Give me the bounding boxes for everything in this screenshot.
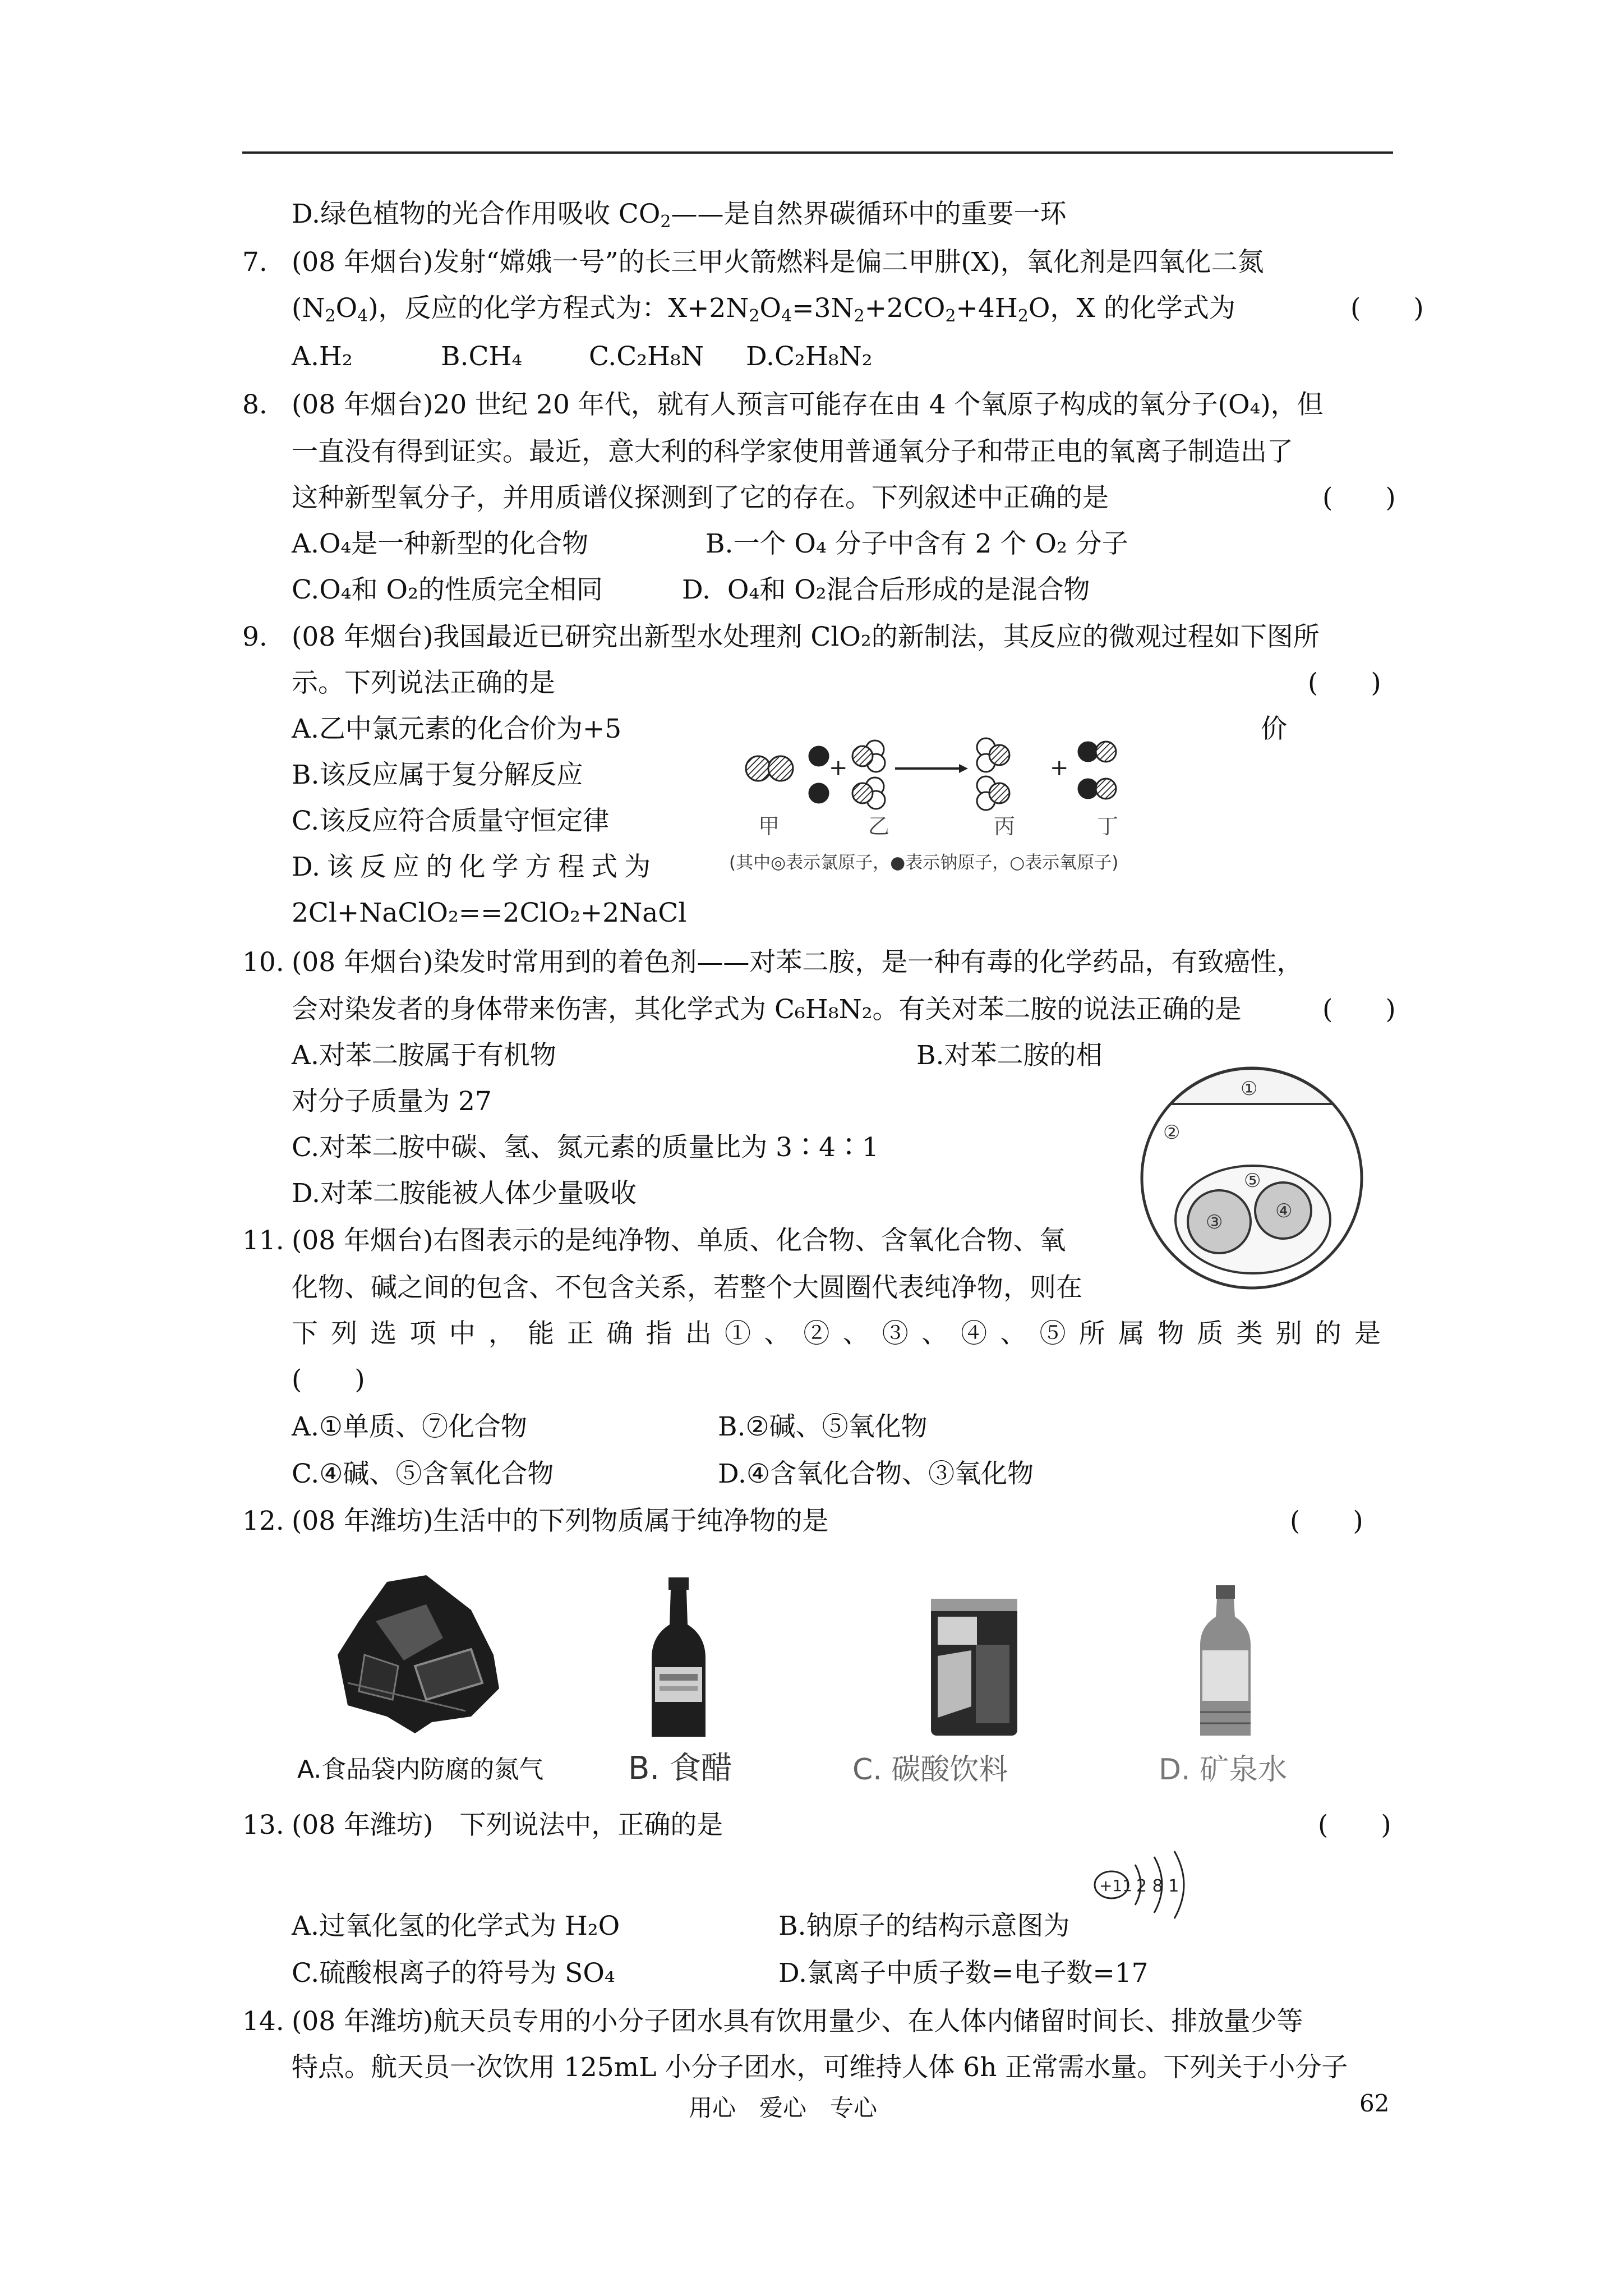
q10-answer-paren: ( ) (1322, 994, 1396, 1025)
region-5-label: ⑤ (1244, 1170, 1261, 1192)
q9-option-a: A.乙中氯元素的化合价为+5 (292, 714, 622, 744)
q14-line1: (08 年潍坊)航天员专用的小分子团水具有饮用量少、在人体内储留时间长、排放量少等 (292, 2006, 1303, 2037)
region-1-label: ① (1241, 1078, 1258, 1100)
q7-line2: $(N_2O_4)$，反应的化学方程式为：$X+2N_2O_4=3N_2+2CO_2+4H_2O$，X 的化学式为 (292, 293, 1235, 326)
vinegar-bottle-image (645, 1574, 712, 1742)
figure-legend: (其中◎表示氯原子，●表示钠原子，○表示氧原子) (729, 853, 1119, 873)
nitrogen-bag-image (331, 1571, 516, 1739)
q8-line3: 这种新型氧分子，并用质谱仪探测到了它的存在。下列叙述中正确的是 (292, 482, 1109, 513)
q11-option-a: A.①单质、⑦化合物 (292, 1411, 528, 1442)
reaction-arrow (895, 764, 968, 773)
reaction-diagram (729, 724, 1223, 892)
region-3-label: ③ (1206, 1211, 1223, 1234)
q9-option-d-equation: 2Cl+NaClO₂==2ClO₂+2NaCl (292, 898, 687, 928)
q10-option-b: B.对苯二胺的相 (916, 1040, 1103, 1071)
q8-option-c: C.O₄和 O₂的性质完全相同 (292, 574, 603, 605)
plus-sign: + (829, 755, 848, 781)
sodium-atom-diagram (1092, 1848, 1199, 1921)
q13-option-d: D.氯离子中质子数=电子数=17 (778, 1958, 1149, 1989)
label-ding: 丁 (1097, 814, 1119, 839)
soda-can-image (926, 1594, 1022, 1740)
q9-line2: 示。下列说法正确的是 (292, 668, 555, 698)
q8-option-d: D. O₄和 O₂混合后形成的是混合物 (682, 574, 1090, 605)
q11-line3: 下列选项中，能正确指出①、②、③、④、⑤所属物质类别的是 (292, 1318, 1381, 1349)
q9-number: 9. (242, 622, 268, 652)
footer-motto: 用心 爱心 专心 (689, 2094, 878, 2122)
q7-answer-paren: ( ) (1350, 293, 1424, 324)
q11-option-d: D.④含氧化合物、③氧化物 (718, 1458, 1034, 1489)
q9-option-a-tail: 价 (1261, 714, 1287, 744)
q12-caption-a: A.食品袋内防腐的氮气 (297, 1755, 544, 1784)
region-4-label: ④ (1275, 1200, 1293, 1222)
q13-number: 13. (242, 1810, 284, 1841)
q13-option-c: C.硫酸根离子的符号为 SO₄ (292, 1958, 615, 1989)
label-jia: 甲 (758, 814, 780, 839)
q11-answer-paren: ( ) (292, 1364, 365, 1395)
q8-answer-paren: ( ) (1322, 482, 1396, 513)
atom-shell-electrons: 2 8 1 (1136, 1876, 1179, 1896)
page-number: 62 (1359, 2090, 1390, 2117)
mineral-water-bottle-image (1195, 1583, 1256, 1740)
label-yi: 乙 (868, 814, 890, 839)
q9-option-b: B.该反应属于复分解反应 (292, 760, 583, 790)
q8-number: 8. (242, 389, 268, 420)
q13-line1: (08 年潍坊) 下列说法中，正确的是 (292, 1810, 723, 1841)
q6-option-d: D.绿色植物的光合作用吸收 $CO_2——$是自然界碳循环中的重要一环 (292, 199, 1067, 232)
q11-line2: 化物、碱之间的包含、不包含关系，若整个大圆圈代表纯净物，则在 (292, 1272, 1082, 1303)
q7-number: 7. (242, 247, 268, 278)
q11-number: 11. (242, 1225, 284, 1256)
q14-line2: 特点。航天员一次饮用 125mL 小分子团水，可维持人体 6h 正常需水量。下列关于小分子 (292, 2052, 1348, 2083)
q12-line1: (08 年潍坊)生活中的下列物质属于纯净物的是 (292, 1506, 829, 1536)
q13-option-b: B.钠原子的结构示意图为 (778, 1911, 1070, 1941)
classification-diagram (1134, 1060, 1370, 1296)
region-2-label: ② (1163, 1121, 1181, 1144)
label-bing: 丙 (994, 814, 1016, 839)
header-rule (242, 151, 1393, 154)
q11-line1: (08 年烟台)右图表示的是纯净物、单质、化合物、含氧化合物、氧 (292, 1225, 1066, 1256)
q9-option-c: C.该反应符合质量守恒定律 (292, 806, 610, 836)
q8-line2: 一直没有得到证实。最近，意大利的科学家使用普通氧分子和带正电的氧离子制造出了 (292, 436, 1293, 467)
q12-answer-paren: ( ) (1290, 1506, 1363, 1536)
q8-option-b: B.一个 O₄ 分子中含有 2 个 O₂ 分子 (706, 528, 1128, 559)
atom-nucleus-label: +11 (1099, 1876, 1133, 1895)
q10-option-b-cont: 对分子质量为 27 (292, 1086, 492, 1117)
molecule-jia (746, 756, 793, 781)
q9-option-d: D.该反应的化学方程式为 (292, 852, 651, 882)
q14-number: 14. (242, 2006, 284, 2037)
q8-line1: (08 年烟台)20 世纪 20 年代，就有人预言可能存在由 4 个氧原子构成的氧分子(O₄)，但 (292, 389, 1324, 420)
q7-option-d: D.C₂H₈N₂ (746, 341, 873, 372)
q10-line1: (08 年烟台)染发时常用到的着色剂——对苯二胺，是一种有毒的化学药品，有致癌性， (292, 947, 1303, 978)
q13-option-a: A.过氧化氢的化学式为 H₂O (292, 1911, 620, 1941)
q7-option-a: A.H₂ (292, 341, 353, 372)
q7-line1: (08 年烟台)发射“嫦娥一号”的长三甲火箭燃料是偏二甲肼(X)，氧化剂是四氧化二氮 (292, 247, 1264, 278)
molecule-ding (1078, 742, 1116, 799)
q10-option-a: A.对苯二胺属于有机物 (292, 1040, 556, 1071)
q7-option-c: C.C₂H₈N (589, 341, 704, 372)
molecule-bing (977, 738, 1009, 810)
q12-number: 12. (242, 1506, 284, 1536)
q11-option-c: C.④碱、⑤含氧化合物 (292, 1458, 554, 1489)
q13-answer-paren: ( ) (1318, 1810, 1391, 1841)
plus-sign: + (1050, 755, 1069, 781)
q12-caption-c: C. 碳酸饮料 (852, 1753, 1008, 1787)
q10-option-c: C.对苯二胺中碳、氢、氮元素的质量比为 3∶4∶1 (292, 1132, 879, 1163)
q12-caption-d: D. 矿泉水 (1159, 1753, 1288, 1787)
q10-option-d: D.对苯二胺能被人体少量吸收 (292, 1178, 637, 1209)
q8-option-a: A.O₄是一种新型的化合物 (292, 528, 589, 559)
q9-answer-paren: ( ) (1308, 668, 1381, 698)
q10-number: 10. (242, 947, 284, 978)
q9-line1: (08 年烟台)我国最近已研究出新型水处理剂 ClO₂的新制法，其反应的微观过程如下图所 (292, 622, 1320, 652)
q12-caption-b: B. 食醋 (628, 1750, 733, 1787)
q7-option-b: B.CH₄ (441, 341, 523, 372)
q10-line2: 会对染发者的身体带来伤害，其化学式为 C₆H₈N₂。有关对苯二胺的说法正确的是 (292, 994, 1242, 1025)
q11-option-b: B.②碱、⑤氧化物 (718, 1411, 928, 1442)
